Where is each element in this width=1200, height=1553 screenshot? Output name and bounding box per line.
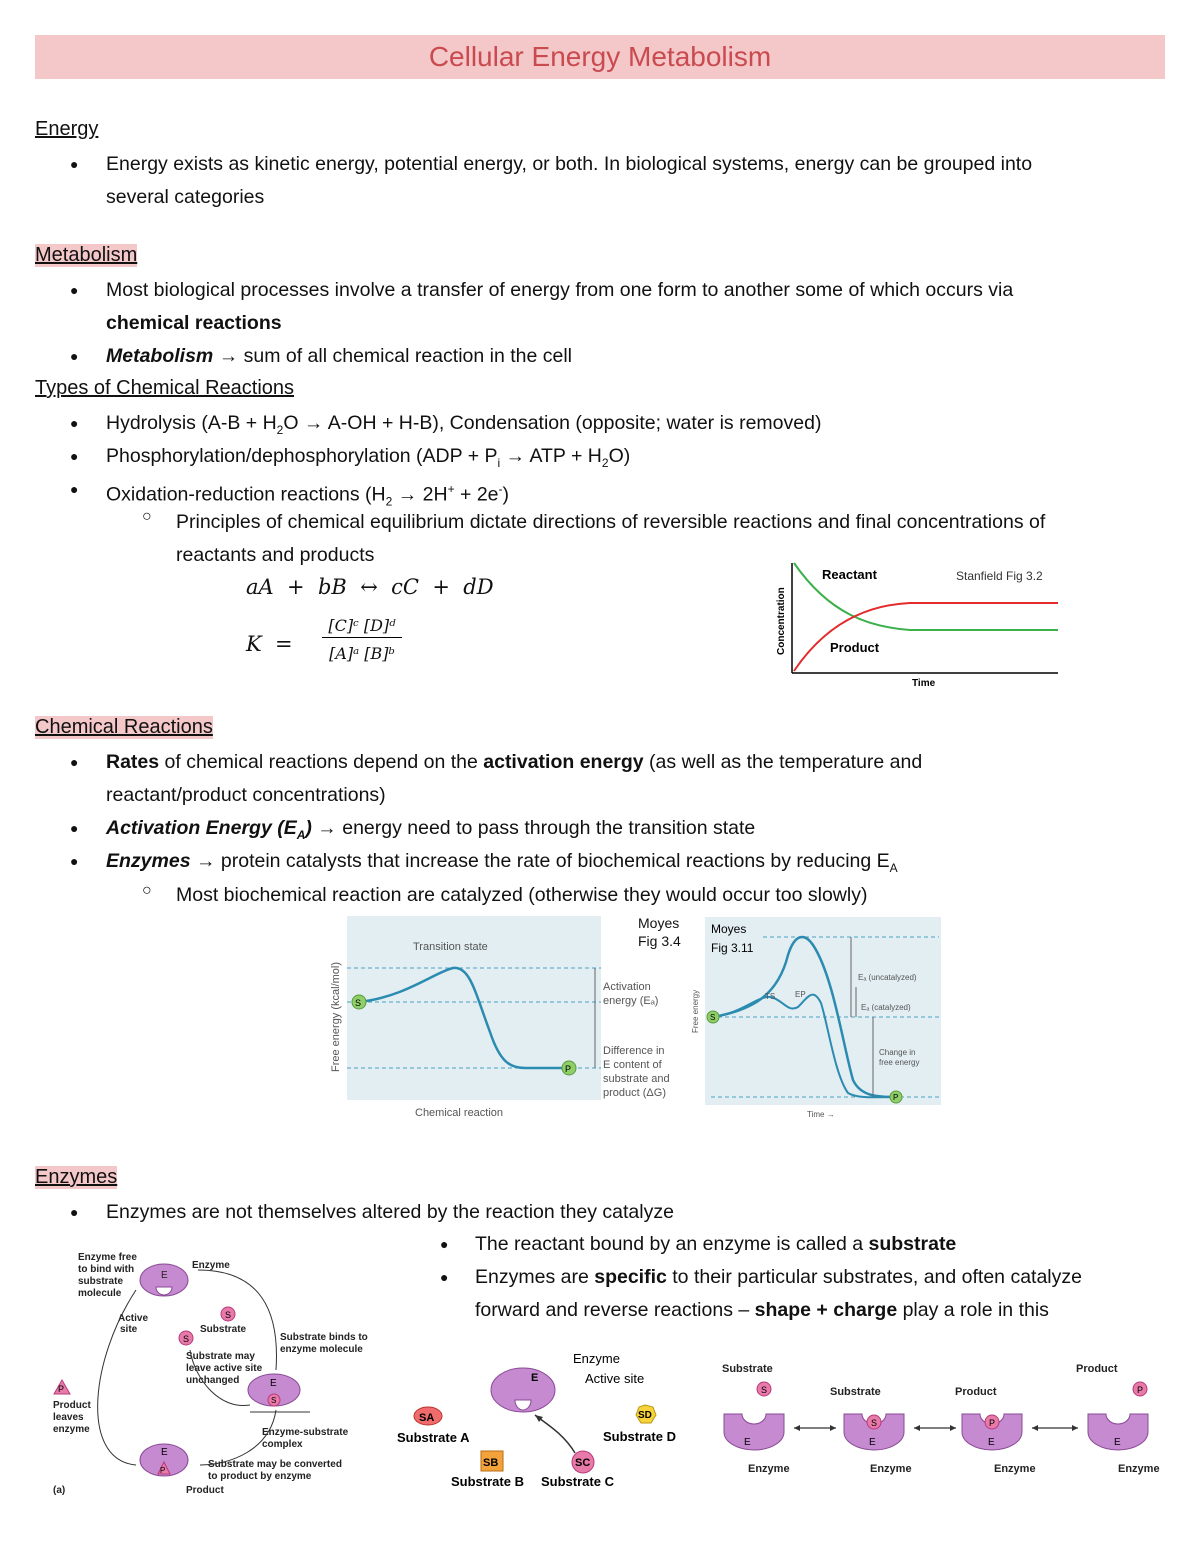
phos-b: → ATP + H: [500, 445, 602, 467]
bullet-icon: ●: [70, 282, 79, 298]
redox-sup2: -: [498, 482, 503, 496]
free-label-4: molecule: [78, 1288, 122, 1299]
leaves-label-1: Product: [53, 1400, 91, 1411]
bound-substrate-s: S: [871, 1418, 878, 1428]
y-axis-label: Concentration: [776, 587, 787, 655]
product-label: Product: [186, 1485, 224, 1496]
y-axis-label: Free energy: [691, 989, 700, 1033]
equilibrium-equation: aA + bB ↔ cC + dD: [246, 575, 494, 599]
enzyme-label-1: Enzyme: [748, 1463, 790, 1475]
active-label-2: site: [120, 1324, 138, 1335]
product-dot-label: P: [893, 1093, 899, 1102]
leaves-label-2: leaves: [53, 1412, 84, 1423]
difference-label-4: product (ΔG): [603, 1087, 666, 1099]
binding-arrow: [535, 1415, 575, 1453]
free-product-p: P: [1137, 1385, 1144, 1395]
enzyme-e: E: [531, 1372, 539, 1384]
metabolism-text-2: chemical reactions: [106, 312, 282, 334]
ea-sub: A: [296, 827, 306, 842]
enzyme-label: Enzyme: [573, 1351, 620, 1366]
leave-label-1: Substrate may: [186, 1351, 255, 1362]
arrow-convert: [200, 1410, 276, 1465]
concentration-figure: [770, 555, 1065, 690]
substrate-b-tag: SB: [483, 1457, 499, 1469]
chem-heading: Chemical Reactions: [35, 716, 213, 738]
complex-s: S: [271, 1396, 277, 1405]
ea-close: ): [305, 817, 312, 839]
substrate-label-2: Substrate: [830, 1386, 881, 1398]
y-axis-label: Free energy (kcal/mol): [330, 961, 342, 1072]
ts-label: TS: [765, 992, 776, 1001]
metabolism-text-1: Most biological processes involve a transfer of energy from one form to another some of which occurs via: [106, 279, 1014, 301]
substrate-d-tag: SD: [638, 1410, 652, 1421]
change-label-1: Change in: [879, 1048, 916, 1057]
substrate-a-label: Substrate A: [397, 1430, 470, 1445]
bullet-icon: ●: [70, 156, 79, 172]
rates-line: [106, 746, 922, 779]
hydrolysis-b: O → A-OH + H-B), Condensation (opposite; water is removed): [283, 412, 822, 434]
x-axis-label: Time: [912, 678, 936, 689]
rates-line-2: reactant/product concentrations): [106, 784, 386, 806]
energy-text-1: Energy exists as kinetic energy, potential energy, or both. In biological systems, energy can be grouped into: [106, 153, 1033, 175]
redox-c: + 2e: [454, 483, 499, 506]
product-dot-label: P: [565, 1064, 572, 1074]
bullet-icon: ●: [70, 481, 79, 497]
metabolism-term: Metabolism: [106, 345, 214, 367]
convert-label-1: Substrate may be converted: [208, 1459, 342, 1470]
substrate-a-tag: SA: [419, 1412, 435, 1424]
bullet-icon: ●: [70, 820, 79, 836]
enzyme-e: E: [161, 1270, 168, 1281]
difference-label-2: E content of: [603, 1059, 662, 1071]
bullet-icon: ●: [70, 415, 79, 431]
transition-label: Transition state: [413, 941, 488, 953]
leave-label-3: unchanged: [186, 1375, 240, 1386]
ea-rest: → energy need to pass through the transition state: [311, 817, 756, 839]
reactant-label: Reactant: [822, 567, 877, 582]
bullet-icon: ●: [440, 1236, 449, 1252]
k-numerator: [C]ᶜ [D]ᵈ: [322, 616, 402, 638]
phos-sub1: i: [497, 455, 501, 470]
enzyme-label-3: Enzyme: [994, 1463, 1036, 1475]
difference-label-1: Difference in: [603, 1045, 665, 1057]
redox-b: → 2H: [392, 483, 448, 506]
enzyme-specificity-figure: [395, 1345, 695, 1495]
circle-bullet-icon: ○: [142, 882, 152, 899]
substrate-s-2: S: [183, 1334, 190, 1344]
free-substrate-s: S: [761, 1385, 768, 1395]
energy-diagram-2: [691, 915, 943, 1120]
activation-term: activation energy: [483, 751, 644, 773]
specific-a: Enzymes are: [475, 1266, 595, 1288]
enzyme-label-2: Enzyme: [870, 1463, 912, 1475]
product-label-1: Product: [955, 1386, 997, 1398]
bullet-icon: ●: [70, 1204, 79, 1220]
enzyme-e-3: E: [988, 1437, 995, 1448]
metabolism-heading: Metabolism: [35, 244, 138, 266]
activation-label-2: energy (Eₐ): [603, 995, 659, 1007]
metabolism-def: [106, 340, 572, 373]
free-label-2: to bind with: [78, 1264, 135, 1275]
substrate-dot-label: S: [355, 998, 362, 1008]
shape-charge-term: shape + charge: [754, 1299, 898, 1321]
ea-term: Activation Energy (E: [106, 817, 297, 839]
substrate-c-label: Substrate C: [541, 1474, 614, 1489]
enzymes-sub: A: [889, 860, 898, 875]
change-label-2: free energy: [879, 1058, 920, 1067]
panel-label: (a): [53, 1485, 66, 1496]
equilibrium-text-1: Principles of chemical equilibrium dictate directions of reversible reactions and final concentrations of: [176, 511, 1046, 533]
redox-d: ): [502, 483, 510, 506]
substrate-b-label: Substrate B: [451, 1474, 524, 1489]
substrate-line: [475, 1228, 956, 1261]
enzyme-cycle-figure: [40, 1240, 400, 1505]
ea-cat-label: Eₐ (catalyzed): [861, 1003, 911, 1012]
equilibrium-text-2: reactants and products: [176, 544, 375, 566]
moyes-credit-1: [638, 914, 681, 950]
enzyme-e-1: E: [744, 1437, 751, 1448]
ep-label: EP: [795, 990, 806, 999]
enzymes-text-1: Enzymes are not themselves altered by the reaction they catalyze: [106, 1201, 674, 1223]
enzymes-rest: → protein catalysts that increase the rate of biochemical reactions by reducing E: [190, 850, 890, 872]
convert-label-2: to product by enzyme: [208, 1471, 312, 1482]
complex-label-2: complex: [262, 1439, 303, 1450]
substrate-d-label: Substrate D: [603, 1429, 676, 1444]
figure-credit: Stanfield Fig 3.2: [956, 569, 1043, 583]
substrate-a: The reactant bound by an enzyme is called a: [475, 1233, 869, 1255]
substrate-label-1: Substrate: [722, 1363, 773, 1375]
credit-line-1: Moyes: [638, 915, 680, 931]
substrate-term: substrate: [868, 1233, 957, 1255]
bullet-icon: ●: [70, 348, 79, 364]
metabolism-def-text: → sum of all chemical reaction in the cell: [213, 345, 573, 367]
leave-label-2: leave active site: [186, 1363, 263, 1374]
enzyme-e-2: E: [869, 1437, 876, 1448]
free-label-1: Enzyme free: [78, 1252, 137, 1263]
ea-uncat-label: Eₐ (uncatalyzed): [858, 973, 917, 982]
rates-a: of chemical reactions depend on the: [159, 751, 484, 773]
active-label-1: Active: [118, 1313, 149, 1324]
released-product-p: P: [58, 1384, 65, 1394]
bullet-icon: ●: [70, 448, 79, 464]
credit-line-2: Fig 3.4: [638, 933, 681, 949]
phos-sub2: 2: [601, 455, 609, 470]
reversible-reaction-figure: [712, 1352, 1167, 1482]
substrate-label: Substrate: [200, 1324, 247, 1335]
types-heading: Types of Chemical Reactions: [35, 377, 295, 399]
bound-product-p: P: [160, 1466, 166, 1475]
specific-line-2: [475, 1294, 1049, 1327]
energy-text-2: several categories: [106, 186, 265, 208]
specific-term: specific: [594, 1266, 667, 1288]
complex-e: E: [270, 1378, 277, 1389]
enzyme-shape: [491, 1368, 555, 1412]
specific-l2b: play a role in this: [897, 1299, 1049, 1321]
enzyme-e-4: E: [1114, 1437, 1121, 1448]
leaves-label-3: enzyme: [53, 1424, 90, 1435]
enzyme-shape-1: [724, 1414, 784, 1450]
complex-label-1: Enzyme-substrate: [262, 1427, 349, 1438]
specific-b: to their particular substrates, and often catalyze: [666, 1266, 1082, 1288]
specific-line: [475, 1261, 1082, 1294]
k-label: K =: [246, 632, 293, 656]
difference-label-3: substrate and: [603, 1073, 670, 1085]
page-title: Cellular Energy Metabolism: [428, 41, 772, 72]
hydrolysis-a: Hydrolysis (A-B + H: [106, 412, 277, 434]
bullet-icon: ●: [70, 754, 79, 770]
phos-a: Phosphorylation/dephosphorylation (ADP + P: [106, 445, 498, 467]
enzyme-label-4: Enzyme: [1118, 1463, 1160, 1475]
circle-bullet-icon: ○: [142, 508, 152, 525]
phos-c: O): [608, 445, 631, 467]
hydrolysis-sub: 2: [276, 422, 284, 437]
enzyme-label: Enzyme: [192, 1260, 230, 1271]
redox-a: Oxidation-reduction reactions (H: [106, 483, 386, 506]
product-label: Product: [830, 640, 880, 655]
product-curve: [794, 603, 1058, 671]
k-denominator: [A]ᵃ [B]ᵇ: [329, 644, 395, 663]
binds-label-2: enzyme molecule: [280, 1344, 363, 1355]
rates-term: Rates: [106, 751, 160, 773]
product-label-2: Product: [1076, 1363, 1118, 1375]
active-site-label: Active site: [585, 1371, 645, 1386]
substrate-dot-label: S: [710, 1013, 716, 1022]
title-banner: [35, 35, 1165, 79]
binds-label-1: Substrate binds to: [280, 1332, 368, 1343]
activation-label-1: Activation: [603, 981, 651, 993]
bullet-icon: ●: [70, 853, 79, 869]
substrate-s: S: [225, 1310, 232, 1320]
redox-sub: 2: [385, 494, 393, 509]
enzymes-term: Enzymes: [106, 850, 191, 872]
redox-sup1: +: [447, 482, 455, 496]
bound-product-p: P: [989, 1418, 996, 1428]
bullet-icon: ●: [440, 1269, 449, 1285]
rates-b: (as well as the temperature and: [643, 751, 923, 773]
catalyzed-line: Most biochemical reaction are catalyzed (otherwise they would occur too slowly): [176, 884, 868, 906]
x-axis-label: Chemical reaction: [415, 1107, 504, 1119]
credit-line-2: Fig 3.11: [711, 941, 754, 955]
energy-heading: Energy: [35, 118, 99, 140]
specific-l2a: forward and reverse reactions –: [475, 1299, 755, 1321]
credit-line-1: Moyes: [711, 922, 747, 936]
free-label-3: substrate: [78, 1276, 124, 1287]
substrate-c-tag: SC: [575, 1457, 591, 1469]
product-enzyme-e: E: [161, 1447, 168, 1458]
enzymes-heading: Enzymes: [35, 1166, 118, 1188]
x-axis-label: Time →: [807, 1110, 835, 1119]
